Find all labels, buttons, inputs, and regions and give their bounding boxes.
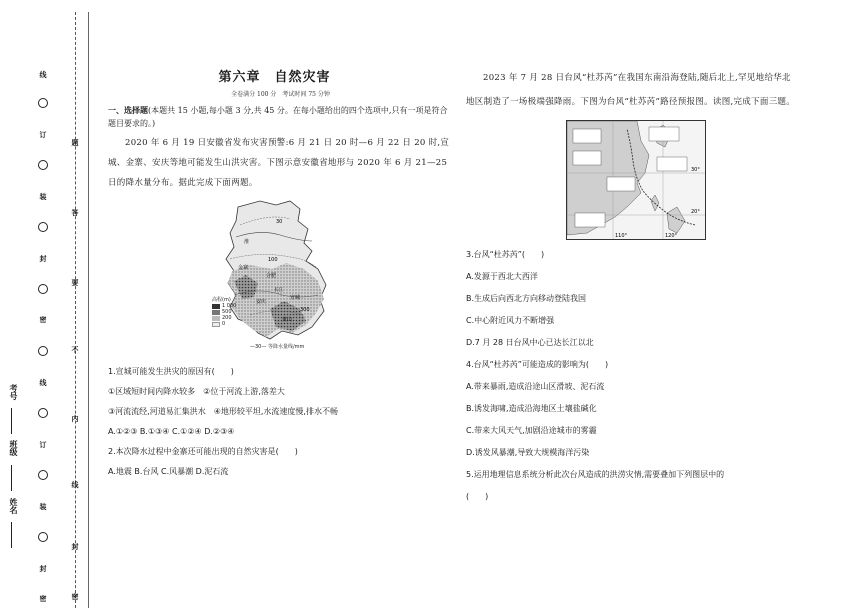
seal-char: 装 <box>39 193 47 201</box>
inner-char: 要 <box>71 279 79 287</box>
left-column <box>108 66 453 479</box>
inner-char: 内 <box>71 415 79 423</box>
passage-typhoon: 2023 年 7 月 28 日台风“杜苏芮”在我国东南沿海登陆,随后北上,罕见地给华北地区制造了一场极端强降雨。下图为台风“杜苏芮”路径预报图。读图,完成下面三题。 <box>466 73 796 107</box>
legend-swatch <box>212 322 220 327</box>
inner-char: 题 <box>71 139 79 147</box>
seal-char: 装 <box>39 503 47 511</box>
legend-value: 0 <box>222 321 226 327</box>
binding-hole <box>38 532 48 542</box>
inner-char: 封 <box>71 543 79 551</box>
q2-stem: 2.本次降水过程中金寨还可能出现的自然灾害是( ) <box>108 447 298 456</box>
q2-choices[interactable]: A.地震 B.台风 C.风暴潮 D.泥石流 <box>108 467 229 476</box>
q1-statements-a: ①区域短时间内降水较多 ②位于河流上游,落差大 <box>108 387 285 396</box>
seal-char: 线 <box>39 379 47 387</box>
name-label: 姓名 <box>9 498 18 514</box>
class-line[interactable] <box>11 465 12 491</box>
right-column <box>466 66 796 504</box>
question-1 <box>108 365 453 439</box>
map-label: 合肥 <box>266 273 277 279</box>
passage-anhui: 2020 年 6 月 19 日安徽省发布灾害预警:6 月 21 日 20 时—6 月 22 日 20 时,宣城、金寨、安庆等地可能发生山洪灾害。下图示意安徽省地形与 2020 年 6 月 21—25 日的降水量分布。据此完成下面两题。 <box>108 138 450 188</box>
q4-option-c[interactable]: C.带来大风天气,加剧沿途城市的雾霾 <box>466 426 597 435</box>
q1-statements-b: ③河流流经,河道易汇集洪水 ④地形较平坦,水流速度慢,排水不畅 <box>108 407 338 416</box>
q1-stem: 1.宣城可能发生洪灾的原因有( ) <box>108 367 234 376</box>
q3-option-b[interactable]: B.生成后向西北方向移动登陆我国 <box>466 294 587 303</box>
map-label: 安庆 <box>256 299 267 305</box>
anhui-map-svg <box>220 199 332 349</box>
inner-char: 不 <box>71 346 79 354</box>
binding-solid-line <box>88 12 89 608</box>
forecast-box <box>573 151 601 165</box>
exam-number-label: 考号 <box>9 384 18 400</box>
seal-char: 封 <box>39 255 47 263</box>
forecast-box <box>607 177 635 191</box>
q3-option-a[interactable]: A.发源于西北大西洋 <box>466 272 538 281</box>
binding-hole <box>38 408 48 418</box>
legend-title: 高程(m) <box>212 297 231 303</box>
inner-char: 答 <box>71 209 79 217</box>
question-4 <box>466 358 796 460</box>
typhoon-map-svg <box>567 121 705 239</box>
legend-swatch <box>212 304 220 309</box>
q4-stem: 4.台风“杜苏芮”可能造成的影响为( ) <box>466 360 609 369</box>
q4-option-a[interactable]: A.带来暴雨,造成沿途山区滑坡、泥石流 <box>466 382 605 391</box>
binding-dashed-line <box>75 12 76 608</box>
lon-label: 110° <box>615 233 628 239</box>
forecast-box <box>573 129 601 143</box>
exam-number-line[interactable] <box>11 408 12 434</box>
forecast-box <box>649 127 679 141</box>
lat-label: 30° <box>691 167 700 173</box>
forecast-box <box>657 157 687 171</box>
anhui-map <box>212 199 332 350</box>
q4-option-d[interactable]: D.诱发风暴潮,导致大规模海洋污染 <box>466 448 590 457</box>
isoline-note: —30— 等降水量线/mm <box>250 344 305 350</box>
binding-hole <box>38 222 48 232</box>
q5-blank[interactable]: ( ) <box>466 492 489 501</box>
legend-row <box>212 321 236 327</box>
map-label: 宣城 <box>290 295 301 301</box>
legend-swatch <box>212 316 220 321</box>
seal-char: 订 <box>39 131 47 139</box>
legend-value: 1 000 <box>222 303 237 309</box>
question-3 <box>466 248 796 350</box>
seal-char: 线 <box>39 71 47 79</box>
exam-info: 全卷满分 100 分 考试时间 75 分钟 <box>231 91 330 98</box>
seal-char: 密 <box>39 595 47 603</box>
legend-value: 500 <box>222 309 232 315</box>
map-label: 金寨 <box>238 265 249 271</box>
isoline-label: 300 <box>300 307 310 313</box>
section-instructions: (本题共 15 小题,每小题 3 分,共 45 分。在每小题给出的四个选项中,只有一项是符合题目要求的。) <box>108 106 448 128</box>
isoline-label: 100 <box>268 257 278 263</box>
binding-hole <box>38 470 48 480</box>
binding-strip <box>0 0 100 608</box>
question-2 <box>108 445 453 479</box>
inner-char: 线 <box>71 481 79 489</box>
q3-option-d[interactable]: D.7 月 28 日台风中心已达长江以北 <box>466 338 594 347</box>
section-heading <box>108 104 453 130</box>
seal-char: 封 <box>39 565 47 573</box>
isoline-label: 30 <box>276 219 283 225</box>
lat-label: 20° <box>691 209 700 215</box>
q4-option-b[interactable]: B.诱发海啸,造成沿海地区土壤盐碱化 <box>466 404 597 413</box>
binding-hole <box>38 284 48 294</box>
legend-value: 200 <box>222 315 232 321</box>
q5-stem: 5.运用地理信息系统分析此次台风造成的洪涝灾情,需要叠加下列图层中的 <box>466 470 725 479</box>
page-title: 第六章 自然灾害 <box>218 70 331 85</box>
seal-char: 密 <box>39 316 47 324</box>
q3-stem: 3.台风“杜苏芮”( ) <box>466 250 545 259</box>
seal-char: 订 <box>39 441 47 449</box>
q1-choices[interactable]: A.①②③ B.①③④ C.①②④ D.②③④ <box>108 427 235 436</box>
map-label: 淮 <box>244 239 250 245</box>
inner-char: 密 <box>71 593 79 601</box>
forecast-box <box>575 213 605 227</box>
binding-hole <box>38 346 48 356</box>
q3-option-c[interactable]: C.中心附近风力不断增强 <box>466 316 555 325</box>
class-label: 班级 <box>9 440 18 456</box>
question-5 <box>466 468 796 504</box>
map-label: 黄山 <box>282 317 293 323</box>
binding-hole <box>38 160 48 170</box>
name-line[interactable] <box>11 522 12 548</box>
section-label: 一、选择题 <box>108 106 148 115</box>
binding-hole <box>38 98 48 108</box>
typhoon-track-map <box>566 120 706 240</box>
map-label: 长江 <box>274 288 283 293</box>
legend-swatch <box>212 310 220 315</box>
elevation-legend <box>212 297 236 327</box>
lon-label: 120° <box>665 233 678 239</box>
